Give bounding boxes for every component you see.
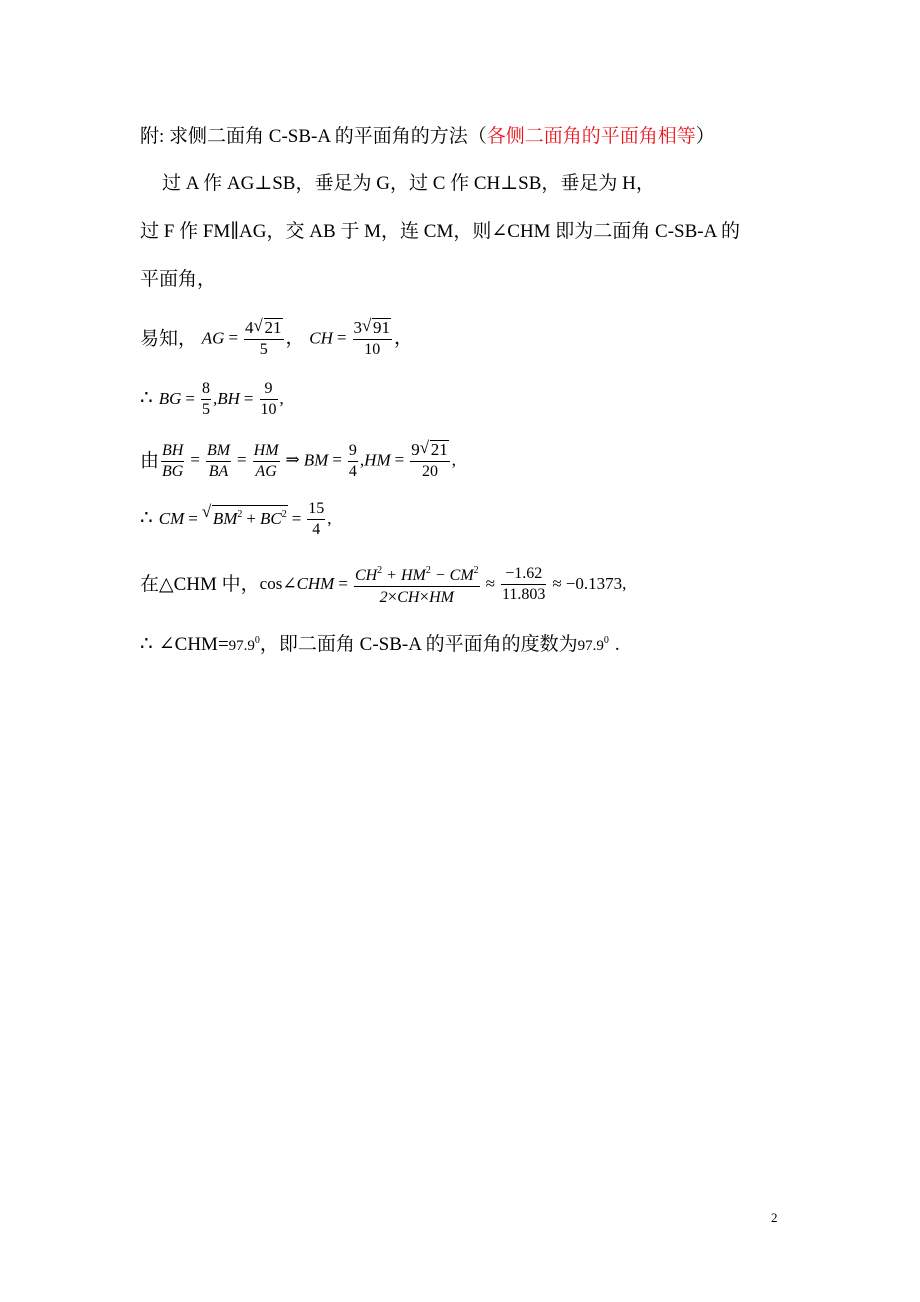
step-ratios: 由 $\frac{BH}{BG}$ = $\frac{BM}{BA}$ = $\frac{HM}{AG}$ ⇒ BM = $\frac{9}{4}$ ,HM = $\frac{9√ 21}{20}$ , (140, 440, 456, 482)
cm-sqrt: √ $BM^2 + BC^2$ (202, 505, 288, 528)
bh-symbol: BH (217, 388, 240, 408)
ag-symbol: AG (201, 328, 225, 348)
cos-fraction: $\frac{CH^2 + HM^2 - CM^2}{2\times CH\times HM}$ (354, 561, 480, 608)
ratio-bh-bg: $\frac{BH}{BG}$ (162, 441, 184, 480)
bh-fraction: $\frac{9}{10}$ (260, 380, 277, 418)
bg-fraction: $\frac{8}{5}$ (202, 380, 210, 418)
bm-fraction: $\frac{9}{4}$ (348, 441, 357, 480)
ratio-bm-ba: $\frac{BM}{BA}$ (206, 441, 231, 480)
hm-symbol: HM (364, 450, 391, 470)
step-ag-ch: 易知， AG = $\frac{4√ 21}{5}$ ， CH = $\frac{3√ 91}{10}$ ， (140, 318, 413, 360)
cm-fraction: $\frac{15}{4}$ (308, 500, 325, 538)
bg-symbol: BG (158, 388, 182, 408)
step-cm: ∴ CM =√ $BM^2 + BC^2$ = $\frac{15}{4}$ , (140, 499, 332, 540)
cm-symbol: CM (158, 508, 185, 528)
hm-fraction: $\frac{9√ 21}{20}$ (410, 440, 450, 482)
para-line-1: 过 A 作 AG⊥SB，垂足为 G，过 C 作 CH⊥SB，垂足为 H， (162, 173, 655, 194)
heading-main: 附: 求侧二面角 C-SB-A 的平面角的方法（ (140, 126, 487, 147)
angle-value-2: 97.9 (577, 638, 604, 654)
cos-result: −0.1373, (565, 573, 627, 593)
step-cosine: 在△CHM 中，cos∠CHM = $\frac{CH^2 + HM^2 - CM^2}{2\times CH\times HM}$ ≈ $\frac{-1.62}{11.803}$ ≈ −0.1373, (140, 561, 626, 608)
step-bg-bh: ∴ BG = $\frac{8}{5}$ ,BH = $\frac{9}{10}$ , (140, 380, 284, 418)
ratio-hm-ag: $\frac{HM}{AG}$ (253, 441, 279, 480)
para-line-2: 过 F 作 FM∥AG，交 AB 于 M，连 CM，则∠CHM 即为二面角 C-SB-A 的 (140, 221, 741, 242)
step1-prefix: 易知， (140, 328, 198, 350)
angle-value-1: 97.9 (228, 638, 255, 654)
ag-fraction: $\frac{4√ 21}{5}$ (244, 318, 284, 360)
heading (140, 127, 715, 146)
cos-value-fraction: $\frac{-1.62}{11.803}$ (502, 565, 546, 603)
cos-symbol: cos∠CHM (259, 573, 335, 593)
page-number: 2 (771, 1210, 778, 1225)
bm-symbol: BM (303, 450, 329, 470)
ch-symbol: CH (309, 328, 333, 348)
ch-fraction: $\frac{3√ 91}{10}$ (353, 318, 393, 360)
heading-red-note: 各侧二面角的平面角相等 (486, 126, 696, 147)
para-line-3: 平面角， (140, 269, 217, 290)
heading-close: ） (695, 126, 715, 147)
conclusion: ∴ $\angle CHM=97.9^0$，即二面角 C-SB-A 的平面角的度数为97.9$^0$ . (140, 633, 620, 655)
